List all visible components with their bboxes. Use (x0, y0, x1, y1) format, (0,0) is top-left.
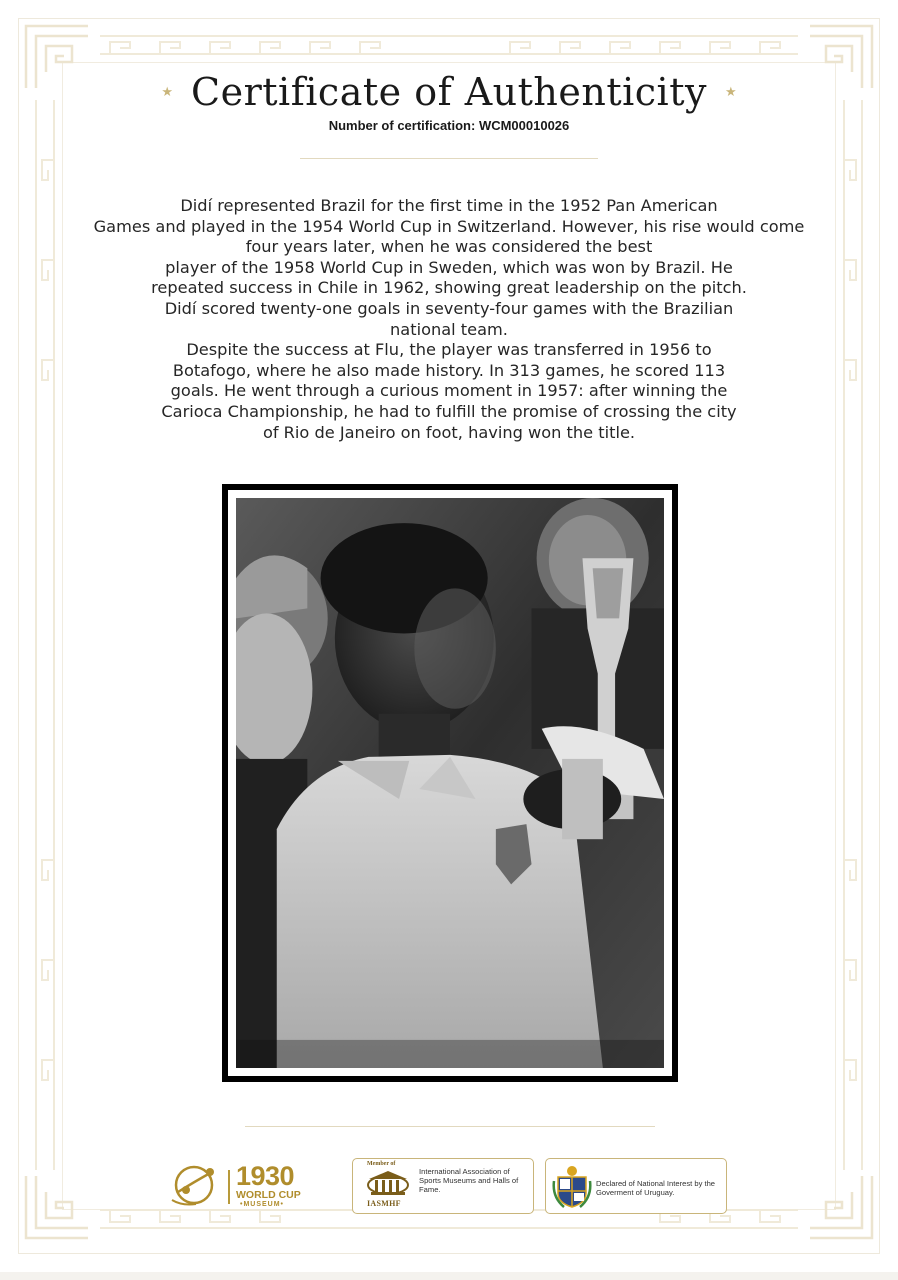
description-line: Botafogo, where he also made history. In 313 games, he scored 113 (172, 360, 726, 380)
title-row (0, 64, 898, 120)
description-line: Didí scored twenty-one goals in seventy-four games with the Brazilian (164, 298, 734, 318)
museum-name: WORLD CUP (236, 1189, 301, 1201)
player-photo (236, 498, 664, 1068)
star-icon: ★ (724, 84, 737, 100)
player-with-trophy-image (236, 498, 664, 1068)
iasmhf-description: International Association of Sports Museums and Halls of Fame. (419, 1167, 519, 1194)
description-line: goals. He went through a curious moment in 1957: after winning the (170, 381, 728, 401)
description-line: repeated success in Chile in 1962, showing great leadership on the pitch. (151, 278, 747, 298)
uruguay-badge[interactable] (545, 1158, 727, 1214)
member-of-label: Member of (367, 1161, 396, 1167)
football-globe-icon (168, 1160, 220, 1210)
photo-mat (228, 490, 672, 1076)
description-line: Games and played in the 1954 World Cup in Switzerland. However, his rise would come (93, 216, 805, 236)
footer-divider (245, 1126, 655, 1127)
top-ornament-band (100, 30, 798, 60)
page-title: Certificate of Authenticity (191, 70, 707, 114)
title-divider (300, 158, 598, 159)
description-line: player of the 1958 World Cup in Sweden, which was won by Brazil. He (165, 257, 733, 277)
temple-icon (365, 1169, 411, 1197)
footer-logos (0, 1152, 898, 1222)
description-line: of Rio de Janeiro on foot, having won the title. (262, 422, 636, 442)
description-text (50, 196, 848, 443)
certification-number: Number of certification: WCM00010026 (328, 118, 570, 133)
logo-divider (228, 1170, 230, 1204)
museum-logo[interactable] (168, 1160, 328, 1210)
iasmhf-badge[interactable] (352, 1158, 534, 1214)
description-line: Carioca Championship, he had to fulfill the promise of crossing the city (161, 401, 737, 421)
description-line: Despite the success at Flu, the player was transferred in 1956 to (186, 340, 712, 360)
museum-subtitle: •MUSEUM• (240, 1201, 285, 1208)
museum-year: 1930 (236, 1161, 295, 1191)
iasmhf-acronym: IASMHF (367, 1199, 401, 1208)
description-line: national team. (390, 319, 508, 339)
description-line: Didí represented Brazil for the first time in the 1952 Pan American (180, 196, 718, 215)
photo-frame (222, 484, 678, 1082)
star-icon: ★ (161, 84, 174, 100)
description-line: four years later, when he was considered the best (245, 237, 653, 257)
coat-of-arms-icon (552, 1165, 592, 1209)
uruguay-description: Declared of National Interest by the Goverment of Uruguay. (596, 1179, 716, 1197)
